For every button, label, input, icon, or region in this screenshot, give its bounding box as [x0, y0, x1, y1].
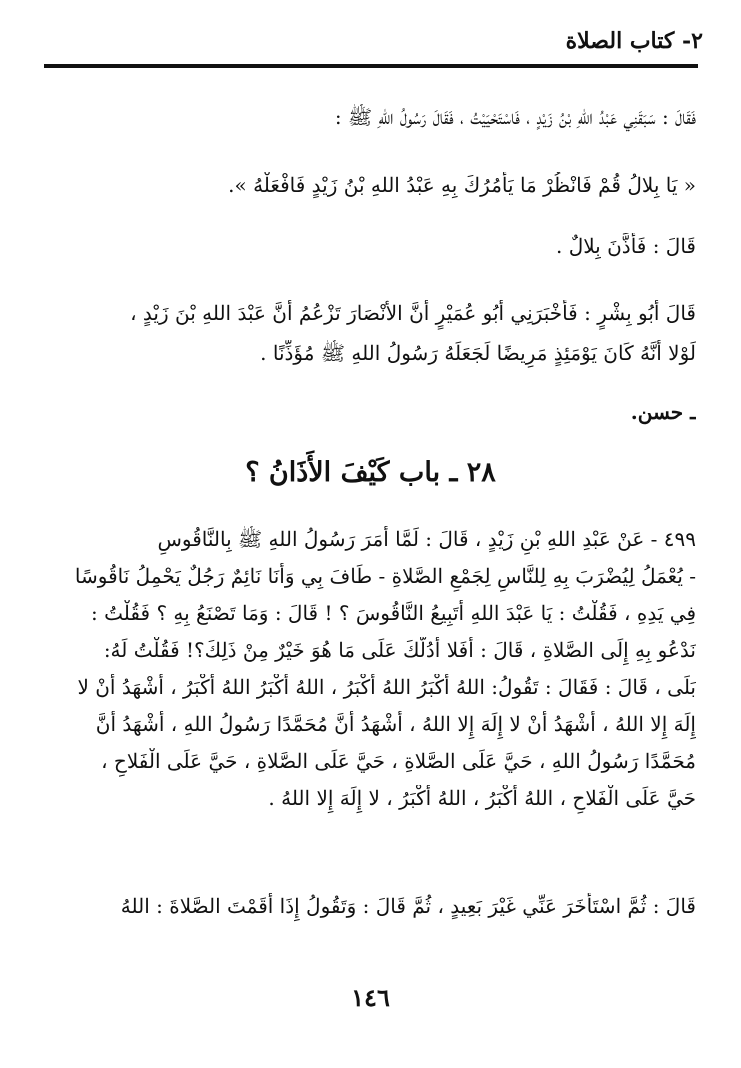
- chapter-heading: ٢٨ ـ باب كَيْفَ الأَذَانُ ؟: [245, 457, 496, 488]
- running-head-title: ٢- كتاب الصلاة: [565, 28, 703, 54]
- paragraph-abu-bishr: [36, 300, 696, 380]
- page-number: ١٤٦: [351, 983, 390, 1012]
- paragraph-bilal-adhan: [36, 233, 696, 269]
- text-line: لَوْلا أَنَّهُ كَانَ يَوْمَئِذٍ مَرِيضًا لَجَعَلَهُ رَسُولُ اللهِ ﷺ مُؤَذِّنًا .: [260, 341, 696, 365]
- text-line: مُحَمَّدًا رَسُولُ اللهِ ، حَيَّ عَلَى الصَّلاةِ ، حَيَّ عَلَى الصَّلاةِ ، حَيَّ عَلَى الْفَلاحِ ،: [101, 749, 696, 773]
- text-line: قَالَ : فَأَذَّنَ بِلالٌ .: [556, 234, 696, 258]
- hadith-grading: [36, 399, 696, 435]
- text-line: قَالَ : ثُمَّ اسْتَأْخَرَ عَنِّي غَيْرَ بَعِيدٍ ، ثُمَّ قَالَ : وَتَقُولُ إِذَا أَقَمْتَ الصَّلاةَ : اللهُ: [120, 894, 696, 918]
- hadith-499: [36, 526, 696, 822]
- text-line: فِي يَدِهِ ، فَقُلْتُ : يَا عَبْدَ اللهِ أَتَبِيعُ النَّاقُوسَ ؟ ! قَالَ : وَمَا تَصْنَعُ بِهِ ؟ فَقُلْتُ :: [91, 601, 696, 625]
- header-rule: [44, 64, 698, 68]
- text-line: حَيَّ عَلَى الْفَلاحِ ، اللهُ أَكْبَرُ ، اللهُ أَكْبَرُ ، لا إِلَهَ إِلا اللهُ .: [268, 786, 696, 810]
- paragraph-iqama: [36, 893, 696, 929]
- text-line: إِلَهَ إِلا اللهُ ، أَشْهَدُ أَنْ لا إِلَهَ إِلا اللهُ ، أَشْهَدُ أَنَّ مُحَمَّدًا رَسُولُ اللهِ ، أَشْهَدُ أَنَّ: [95, 712, 696, 736]
- text-line: قَالَ أَبُو بِشْرٍ : فَأَخْبَرَنِي أَبُو عُمَيْرٍ أَنَّ الأَنْصَارَ تَزْعُمُ أَنَّ عَبْدَ اللهِ بْنَ زَيْدٍ ،: [130, 301, 696, 325]
- text-line: نَدْعُو بِهِ إِلَى الصَّلاةِ ، قَالَ : أَفَلا أَدُلُّكَ عَلَى مَا هُوَ خَيْرٌ مِنْ ذَلِكَ؟! فَقُلْتُ لَهُ:: [103, 638, 696, 662]
- text-line: ٤٩٩ - عَنْ عَبْدِ اللهِ بْنِ زَيْدٍ ، قَالَ : لَمَّا أَمَرَ رَسُولُ اللهِ ﷺ بِالنَّاقُوسِ: [157, 527, 696, 551]
- text-line: فَقَالَ : سَبَقَنِي عَبْدُ اللهِ بْنُ زَيْدٍ ، فَاسْتَحْيَيْتُ ، فَقَالَ رَسُولُ اللهِ ﷺ :: [334, 105, 696, 129]
- paragraph-narration-1: [36, 104, 696, 138]
- text-line: « يَا بِلالُ قُمْ فَانْظُرْ مَا يَأْمُرُكَ بِهِ عَبْدُ اللهِ بْنُ زَيْدٍ فَافْعَلْهُ ».: [228, 173, 696, 197]
- paragraph-prophet-quote: [36, 172, 696, 208]
- text-line: - يُعْمَلُ لِيُضْرَبَ بِهِ لِلنَّاسِ لِجَمْعِ الصَّلاةِ - طَافَ بِي وَأَنَا نَائِمٌ رَجُلٌ يَحْمِلُ نَاقُوسًا: [74, 564, 696, 588]
- text-line: بَلَى ، قَالَ : فَقَالَ : تَقُولُ: اللهُ أَكْبَرُ اللهُ أَكْبَرُ ، اللهُ أَكْبَرُ اللهُ أَكْبَرُ ، أَشْهَدُ أَنْ لا: [77, 675, 696, 699]
- grading-text: ـ حسن.: [630, 400, 696, 424]
